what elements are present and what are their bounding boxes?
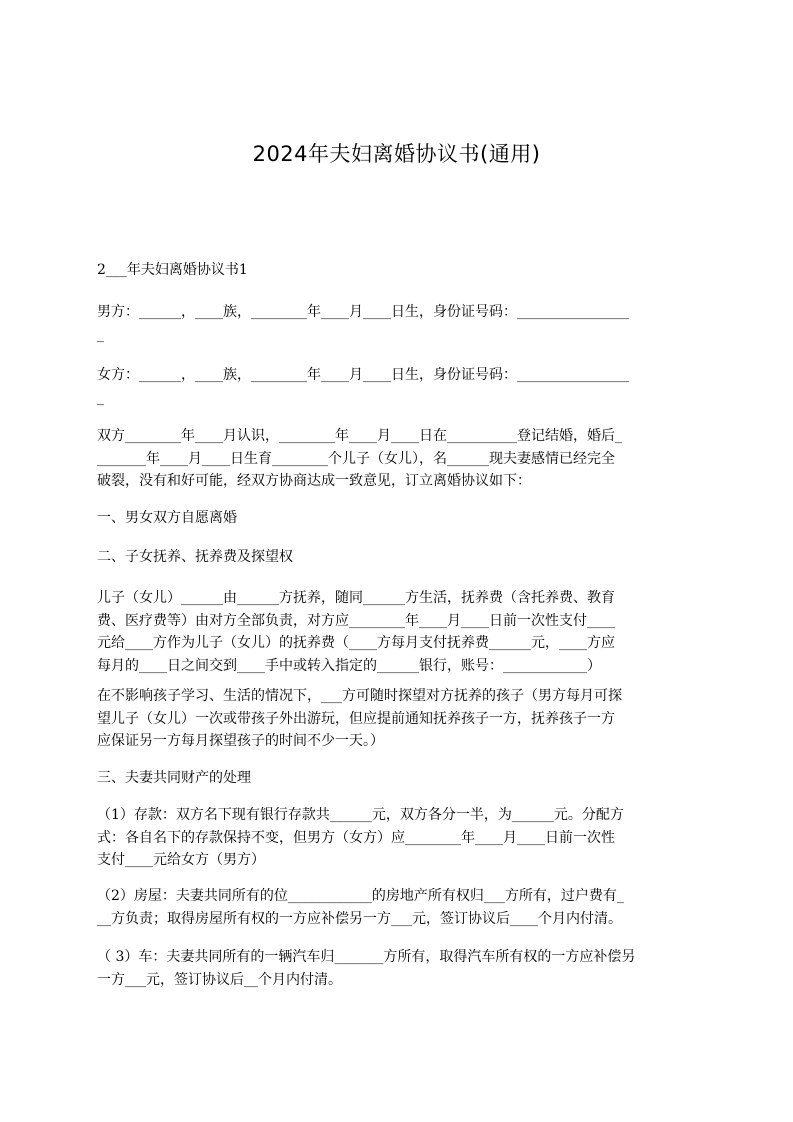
agreement-heading: 2___年夫妇离婚协议书1 — [97, 262, 248, 278]
house-paragraph — [97, 885, 703, 930]
paragraph-line: __方负责；取得房屋所有权的一方应补偿另一方___元，签订协议后____个月内付清。 — [97, 910, 622, 927]
paragraph-line: （1）存款：双方名下现有银行存款共______元，双方各分一半，为______元。分配方 — [97, 807, 624, 823]
deposit-paragraph — [97, 804, 703, 872]
visitation-paragraph — [97, 685, 703, 753]
paragraph-line: 望儿子（女儿）一次或带孩子外出游玩，但应提前通知抚养孩子一方，抚养孩子一方 — [97, 710, 615, 727]
paragraph-line: 支付____元给女方（男方） — [97, 852, 265, 868]
paragraph-line: 破裂，没有和好可能，经双方协商达成一致意见，订立离婚协议如下： — [97, 473, 531, 489]
paragraph-line: （ 3）车：夫妻共同所有的一辆汽车归_______方所有，取得汽车所有权的一方应补偿另 — [97, 949, 636, 965]
document-title: 2024年夫妇离婚协议书(通用) — [252, 142, 541, 166]
male-party-line: 男方：______，____族，________年____月____日生，身份证号码：________________ — [97, 304, 629, 320]
paragraph-line: 一方___元，签订协议后__个月内付清。 — [97, 971, 342, 988]
paragraph-line: 费、医疗费等）由对方全部负责，对方应________年____月____日前一次性支付____ — [97, 612, 615, 629]
section-heading-children: 二、子女抚养、抚养费及探望权 — [97, 549, 293, 565]
paragraph-line: 儿子（女儿）______由______方抚养，随同______方生活，抚养费（含托养费、教育 — [97, 590, 615, 606]
marriage-background-paragraph — [97, 425, 703, 493]
paragraph-line: _______年____月____日生育________个儿子（女儿），名______现夫妻感情已经完全 — [97, 450, 615, 467]
paragraph-line: 双方________年____月认识，________年____月____日在__________登记结婚，婚后_ — [97, 428, 622, 444]
paragraph-line: 应保证另一方每月探望孩子的时间不少一天。） — [97, 733, 384, 749]
female-party-info — [97, 364, 703, 409]
male-party-info — [97, 301, 703, 346]
paragraph-line: （2）房屋：夫妻共同所有的位____________的房地产所有权归___方所有，过户费有_ — [97, 888, 624, 904]
section-heading-divorce: 一、男女双方自愿离婚 — [97, 510, 237, 526]
female-party-line-continued: _ — [97, 389, 104, 406]
car-paragraph — [97, 946, 703, 991]
child-support-paragraph — [97, 587, 703, 677]
female-party-line: 女方：______，____族，________年____月____日生，身份证号码：________________ — [97, 367, 629, 383]
paragraph-line: 每月的____日之间交到____手中或转入指定的______银行，账号：____________） — [97, 657, 601, 674]
male-party-line-continued: _ — [97, 326, 104, 343]
paragraph-line: 式：各自名下的存款保持不变，但男方（女方）应________年____月____日前一次性 — [97, 829, 615, 846]
paragraph-line: 在不影响孩子学习、生活的情况下，___方可随时探望对方抚养的孩子（男方每月可探 — [97, 688, 622, 704]
paragraph-line: 元给____方作为儿子（女儿）的抚养费（____方每月支付抚养费______元，____方应 — [97, 635, 615, 651]
section-heading-property: 三、夫妻共同财产的处理 — [97, 770, 251, 786]
